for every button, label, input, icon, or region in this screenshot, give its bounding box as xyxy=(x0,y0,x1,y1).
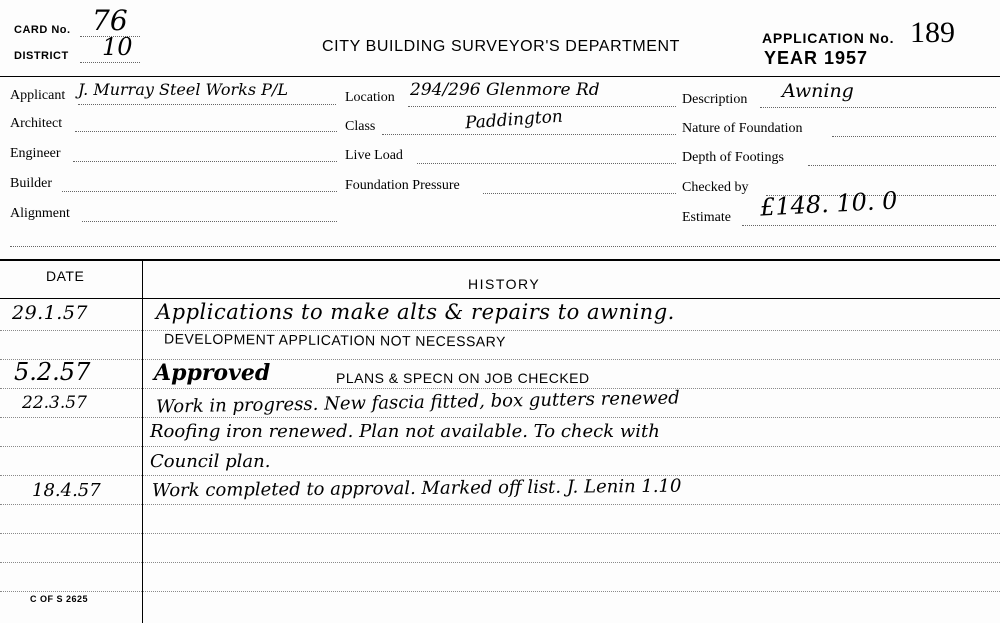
history-text: Work in progress. New fascia fitted, box gutters renewed xyxy=(155,387,680,418)
history-date: 29.1.57 xyxy=(12,302,89,324)
history-text: Work completed to approval. Marked off list. J. Lenin 1.10 xyxy=(151,475,682,502)
ruled-line xyxy=(0,591,1000,592)
nature-of-foundation-line xyxy=(832,136,996,137)
header-divider xyxy=(0,76,1000,77)
applicant-line xyxy=(78,104,336,105)
history-date: 18.4.57 xyxy=(32,480,101,501)
department-title: CITY BUILDING SURVEYOR'S DEPARTMENT xyxy=(322,38,681,55)
ruled-line xyxy=(0,504,1000,505)
engineer-label: Engineer xyxy=(10,146,61,161)
location-label: Location xyxy=(345,90,395,105)
application-no-label: APPLICATION No. xyxy=(762,30,895,46)
depth-of-footings-label: Depth of Footings xyxy=(682,150,784,165)
location-value: 294/296 Glenmore Rd xyxy=(410,80,600,100)
card-no-value: 76 xyxy=(92,4,128,37)
history-text: Council plan. xyxy=(150,451,271,472)
nature-of-foundation-label: Nature of Foundation xyxy=(682,121,803,136)
district-line xyxy=(80,62,140,63)
history-header-border xyxy=(0,298,1000,299)
location-line xyxy=(408,106,676,107)
ruled-line xyxy=(0,475,1000,476)
foundation-pressure-label: Foundation Pressure xyxy=(345,178,460,193)
alignment-line xyxy=(82,221,337,222)
estimate-value: £148. 10. 0 xyxy=(759,186,899,222)
description-label: Description xyxy=(682,92,748,107)
ruled-line xyxy=(0,562,1000,563)
history-date: 5.2.57 xyxy=(14,358,91,386)
date-column-divider xyxy=(142,259,143,623)
history-stamp: DEVELOPMENT APPLICATION NOT NECESSARY xyxy=(163,330,506,350)
builder-line xyxy=(62,191,337,192)
location-value-suburb: Paddington xyxy=(464,106,564,134)
history-text: Approved xyxy=(154,360,271,386)
estimate-line xyxy=(742,225,996,226)
history-top-border xyxy=(0,259,1000,261)
description-line xyxy=(760,107,996,108)
ruled-line xyxy=(0,359,1000,360)
description-value: Awning xyxy=(782,80,854,102)
applicant-label: Applicant xyxy=(10,88,66,103)
live-load-label: Live Load xyxy=(345,148,403,163)
card-no-label: CARD No. xyxy=(14,24,71,36)
ruled-line xyxy=(0,330,1000,331)
field-blank-line xyxy=(10,246,996,247)
history-column-header: HISTORY xyxy=(468,276,541,292)
form-code: C OF S 2625 xyxy=(30,594,89,604)
application-no-value: 189 xyxy=(910,16,955,49)
class-label: Class xyxy=(345,119,376,134)
class-line xyxy=(382,134,676,135)
estimate-label: Estimate xyxy=(682,210,731,225)
alignment-label: Alignment xyxy=(10,206,70,221)
depth-of-footings-line xyxy=(808,165,996,166)
ruled-line xyxy=(0,388,1000,389)
ruled-line xyxy=(0,533,1000,534)
district-label: DISTRICT xyxy=(14,50,69,62)
live-load-line xyxy=(417,163,676,164)
history-date: 22.3.57 xyxy=(22,393,87,413)
ruled-line xyxy=(0,417,1000,418)
history-text: Applications to make alts & repairs to awning. xyxy=(156,300,675,324)
history-stamp: PLANS & SPECN ON JOB CHECKED xyxy=(336,370,590,386)
architect-line xyxy=(75,131,337,132)
applicant-value: J. Murray Steel Works P/L xyxy=(78,80,288,99)
history-text: Roofing iron renewed. Plan not available. To check with xyxy=(150,421,660,442)
architect-label: Architect xyxy=(10,116,63,131)
year-label: YEAR 1957 xyxy=(764,48,869,68)
builder-label: Builder xyxy=(10,176,52,191)
engineer-line xyxy=(73,161,337,162)
district-value: 10 xyxy=(102,33,133,61)
ruled-line xyxy=(0,446,1000,447)
foundation-pressure-line xyxy=(483,193,676,194)
checked-by-label: Checked by xyxy=(682,180,749,195)
date-column-header: DATE xyxy=(46,268,85,284)
